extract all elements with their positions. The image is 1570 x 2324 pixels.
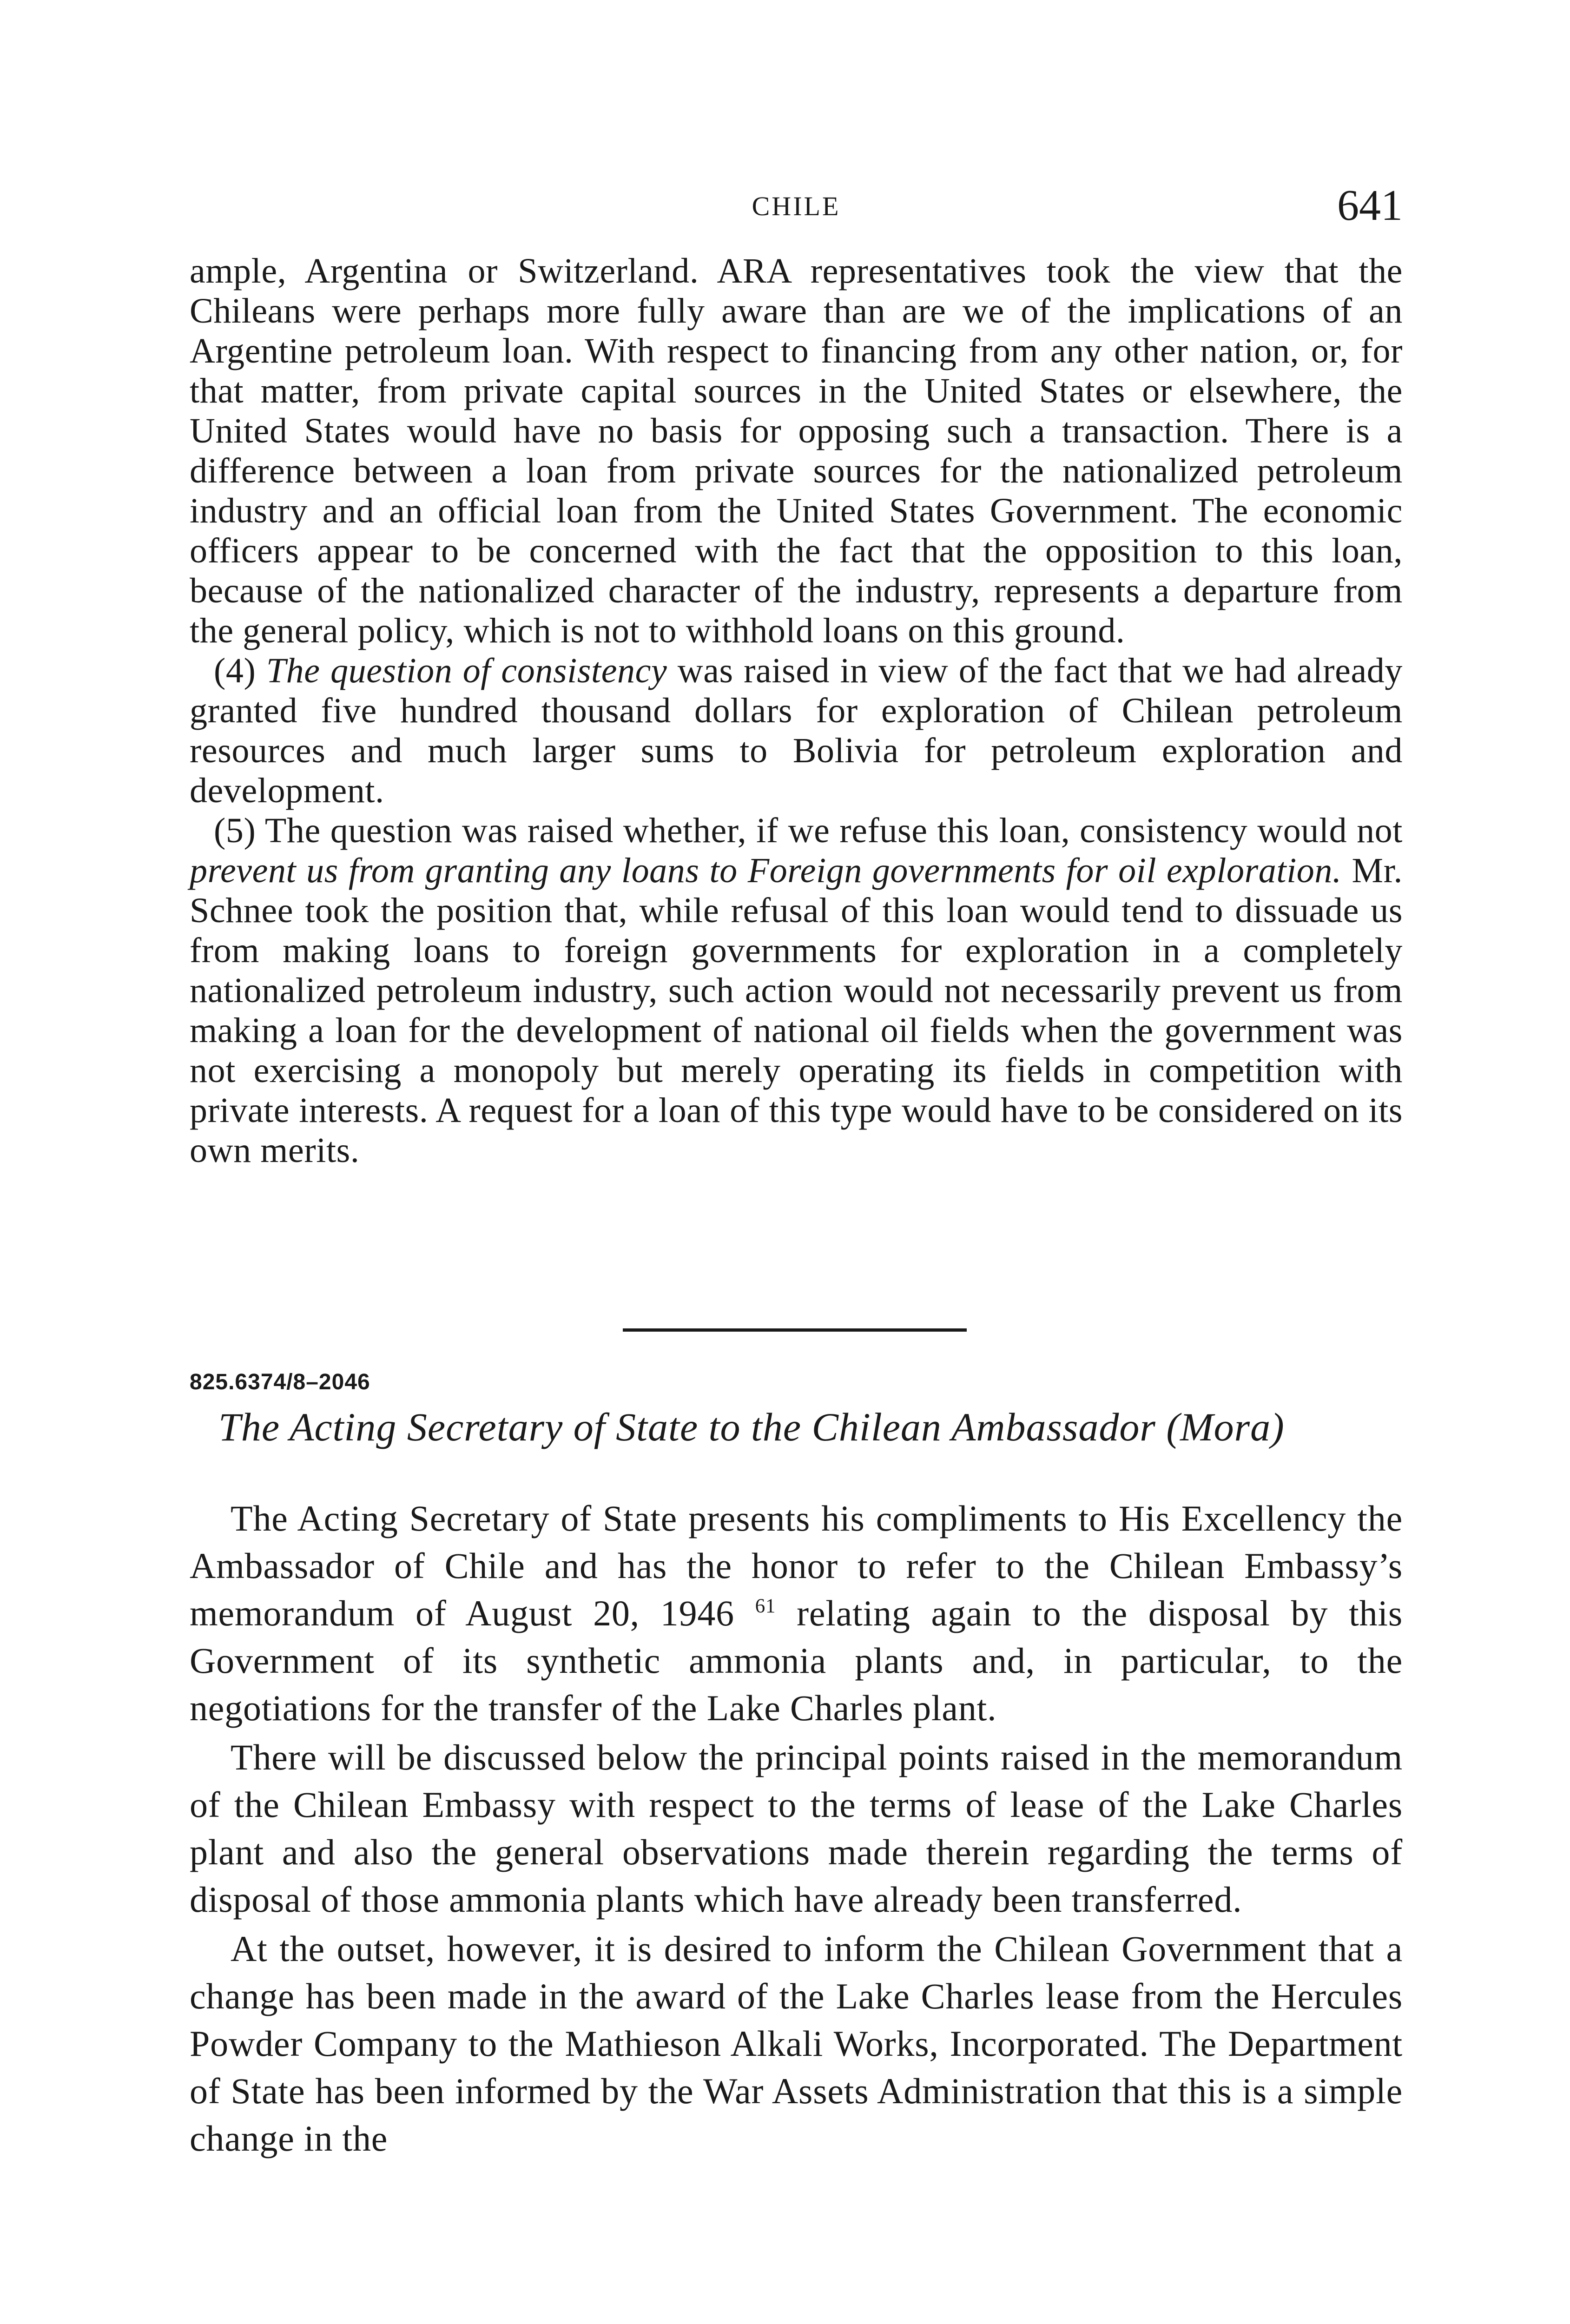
heading-close: ) [1271,1405,1285,1449]
paragraph-consistency [190,651,1403,811]
emphasis-text: prevent us from granting any loans to Foreign governments for oil exploration. [190,851,1342,890]
paragraph-discussion: There will be discussed below the principal points raised in the memorandum of the Chilean Embassy with respect to the terms of lease of the Lake Charles plant and also the general observations made therein regarding the terms of disposal of those ammonia plants which have already been transferred. [190,1737,1403,1920]
file-number: 825.6374/8–2046 [190,1370,370,1394]
paragraph-text: relating again to the disposal by this Government of its synthetic ammonia plants and, in particular, to the negotiations for the transfer of the Lake Charles plant. [190,1593,1403,1728]
paragraph-rest: was raised in view of the fact that we had already granted five hundred thousand dollars for exploration of Chilean petroleum resources and much larger sums to Bolivia for petroleum exploration and development. [190,651,1403,810]
document-heading [218,1404,1403,1450]
emphasis-text: The question of consistency [266,651,667,690]
heading-text: The Acting Secretary of State to the Chilean Ambassador ( [218,1405,1181,1449]
section-divider [623,1328,967,1332]
running-title: CHILE [752,191,841,221]
continued-text-section [190,251,1403,1170]
heading-name: Mora [1180,1405,1271,1449]
paragraph-lead: (5) The question was raised whether, if we refuse this loan, consistency would not [214,811,1403,850]
paragraph-rest: Mr. Schnee took the position that, while refusal of this loan would tend to dissuade us from making loans to foreign governments for exploration in a completely nationalized petroleum industry, such action would not necessarily prevent us from making a loan for the development of national oil fields when the government was not exercising a monopoly but merely operating its fields in competition with private interests. A request for a loan of this type would have to be considered on its own merits. [190,851,1403,1170]
paragraph-foreign-loans [190,811,1403,1170]
paragraph-text: The Acting Secretary of State presents his compliments to His Excellency the Ambassador of Chile and has the honor to refer to the Chilean Embassy’s memorandum of August 20, 1946 [190,1498,1403,1633]
paragraph-lead: (4) [214,651,266,690]
paragraph-continued: ample, Argentina or Switzerland. ARA representatives took the view that the Chileans were perhaps more fully aware than are we of the implications of an Argentine petroleum loan. With respect to financing from any other nation, or, for that matter, from private capital sources in the United States or elsewhere, the United States would have no basis for opposing such a transaction. There is a difference between a loan from private sources for the nationalized petroleum industry and an official loan from the United States Government. The economic officers appear to be concerned with the fact that the opposition to this loan, because of the nationalized character of the industry, represents a departure from the general policy, which is not to withhold loans on this ground. [190,251,1403,650]
page-number: 641 [1337,181,1403,230]
paragraph-award-change: At the outset, however, it is desired to inform the Chilean Government that a change has been made in the award of the Lake Charles lease from the Hercules Powder Company to the Mathieson Alkali Works, Incorporated. The Department of State has been informed by the War Assets Administration that this is a simple change in the [190,1928,1403,2159]
note-body [190,1495,1403,2162]
running-header [190,180,1403,231]
footnote-reference: 61 [755,1595,776,1618]
paragraph-compliments [190,1495,1403,1732]
